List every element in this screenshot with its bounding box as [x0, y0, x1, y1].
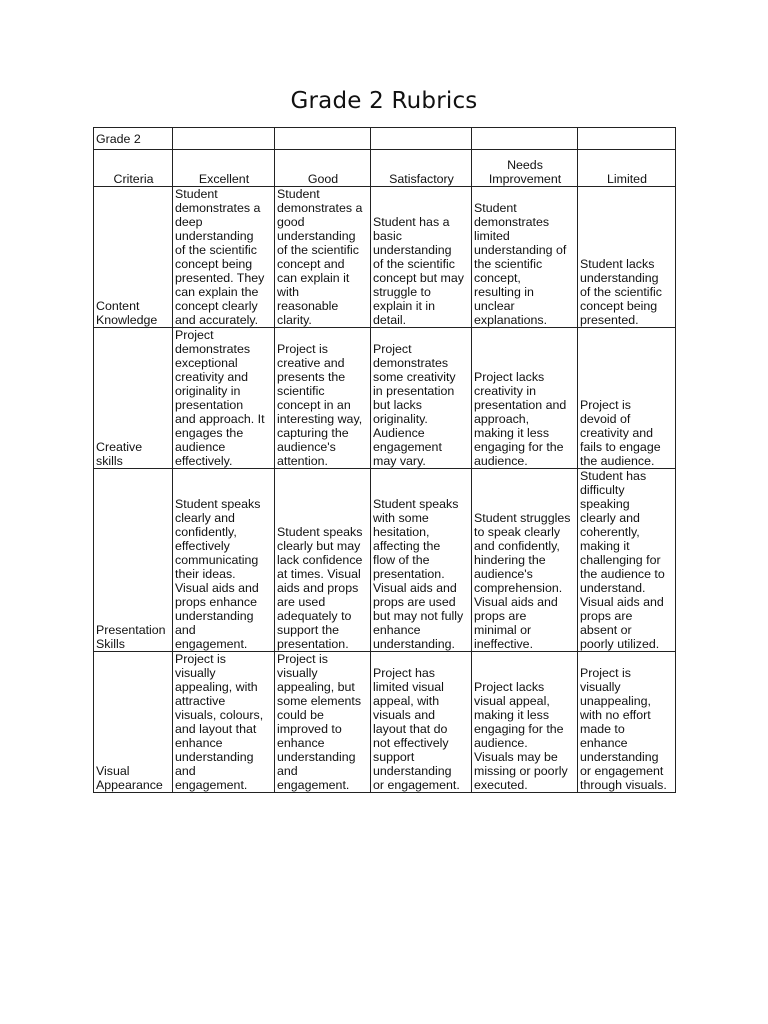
table-row [94, 328, 676, 469]
table-cell: Project is visually appealing, but some elements could be improved to enhance understanding and engagement. [275, 652, 371, 793]
header-criteria: Criteria [94, 150, 173, 187]
table-cell: Student demonstrates a good understanding of the scientific concept and can explain it with reasonable clarity. [275, 187, 371, 328]
table-cell: Project is visually unappealing, with no effort made to enhance understanding or engagement through visuals. [578, 652, 676, 793]
header-needs-improvement: Needs Improvement [472, 150, 578, 187]
header-excellent: Excellent [173, 150, 275, 187]
empty-cell [371, 128, 472, 150]
empty-cell [472, 128, 578, 150]
table-cell: Student has a basic understanding of the scientific concept but may struggle to explain it in detail. [371, 187, 472, 328]
criterion-label: Content Knowledge [94, 187, 173, 328]
table-row [94, 652, 676, 793]
table-cell: Student demonstrates limited understanding of the scientific concept, resulting in unclear explanations. [472, 187, 578, 328]
table-cell: Project is visually appealing, with attractive visuals, colours, and layout that enhance understanding and engagement. [173, 652, 275, 793]
table-cell: Student lacks understanding of the scientific concept being presented. [578, 187, 676, 328]
table-cell: Project demonstrates exceptional creativity and originality in presentation and approach. It engages the audience effectively. [173, 328, 275, 469]
table-cell: Project is creative and presents the scientific concept in an interesting way, capturing the audience's attention. [275, 328, 371, 469]
header-good: Good [275, 150, 371, 187]
header-satisfactory: Satisfactory [371, 150, 472, 187]
table-cell: Project is devoid of creativity and fails to engage the audience. [578, 328, 676, 469]
table-cell: Project has limited visual appeal, with visuals and layout that do not effectively support understanding or engagement. [371, 652, 472, 793]
table-cell: Project lacks visual appeal, making it less engaging for the audience. Visuals may be missing or poorly executed. [472, 652, 578, 793]
grade-row [94, 128, 676, 150]
table-cell: Student demonstrates a deep understanding of the scientific concept being presented. They can explain the concept clearly and accurately. [173, 187, 275, 328]
table-cell: Student speaks clearly and confidently, effectively communicating their ideas. Visual aids and props enhance understanding and engagement. [173, 469, 275, 652]
header-limited: Limited [578, 150, 676, 187]
page-title: Grade 2 Rubrics [290, 88, 478, 114]
table-cell: Student speaks with some hesitation, affecting the flow of the presentation. Visual aids and props are used but may not fully enhance understanding. [371, 469, 472, 652]
empty-cell [578, 128, 676, 150]
criterion-label: Presentation Skills [94, 469, 173, 652]
criterion-label: Creative skills [94, 328, 173, 469]
empty-cell [173, 128, 275, 150]
table-cell: Student struggles to speak clearly and confidently, hindering the audience's comprehension. Visual aids and props are minimal or ineffective. [472, 469, 578, 652]
table-cell: Student has difficulty speaking clearly and coherently, making it challenging for the audience to understand. Visual aids and props are absent or poorly utilized. [578, 469, 676, 652]
empty-cell [275, 128, 371, 150]
criterion-label: Visual Appearance [94, 652, 173, 793]
table-row [94, 469, 676, 652]
table-row [94, 187, 676, 328]
table-cell: Project lacks creativity in presentation and approach, making it less engaging for the audience. [472, 328, 578, 469]
rubric-table [93, 127, 676, 793]
grade-label: Grade 2 [94, 128, 173, 150]
table-cell: Project demonstrates some creativity in presentation but lacks originality. Audience engagement may vary. [371, 328, 472, 469]
header-row [94, 150, 676, 187]
table-cell: Student speaks clearly but may lack confidence at times. Visual aids and props are used adequately to support the presentation. [275, 469, 371, 652]
